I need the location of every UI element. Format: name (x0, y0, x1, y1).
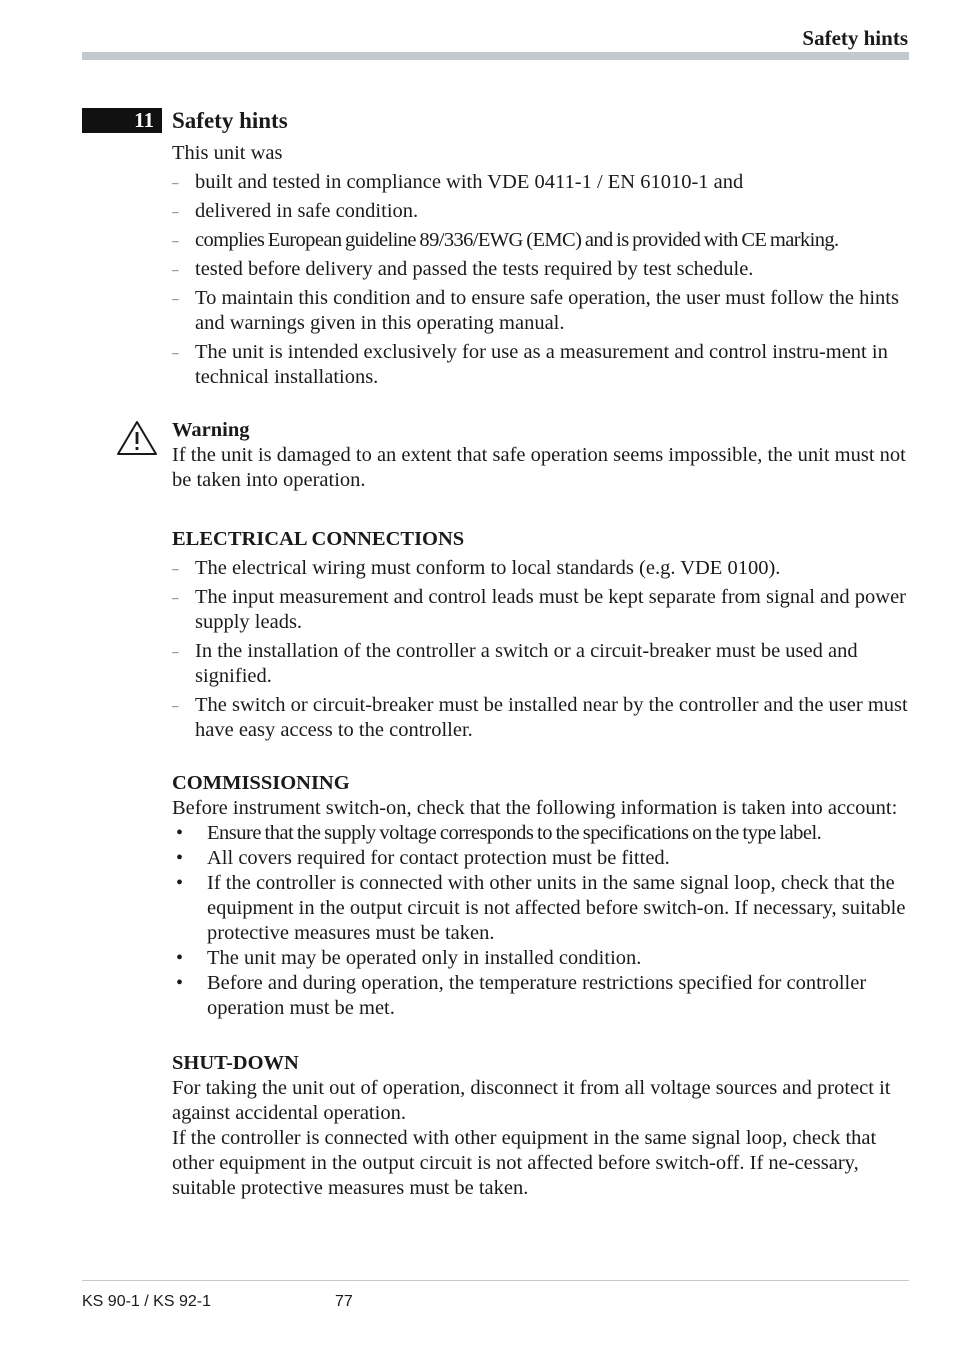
footer-rule (82, 1280, 909, 1281)
list-item: • Ensure that the supply voltage corresponds to the specifications on the type label. (172, 821, 908, 846)
shutdown-section (172, 1051, 908, 1201)
commissioning-lead: Before instrument switch-on, check that the following information is taken into account: (172, 797, 898, 819)
main-content (172, 141, 908, 1201)
chapter-number: 11 (82, 108, 162, 133)
shutdown-paragraph-2: If the controller is connected with other equipment in the same signal loop, check that other equipment in the output circuit is not affected before switch-off. If ne-cessary, suitable protective measures must be taken. (172, 1127, 877, 1199)
warning-title: Warning (172, 419, 250, 441)
commissioning-heading: COMMISSIONING (172, 772, 350, 794)
electrical-heading: ELECTRICAL CONNECTIONS (172, 528, 465, 550)
list-item: – The unit is intended exclusively for use as a measurement and control instru-ment in technical installations. (172, 340, 908, 390)
warning-triangle-icon (116, 420, 158, 456)
intro-lead: This unit was (172, 142, 283, 164)
shutdown-paragraph-1: For taking the unit out of operation, disconnect it from all voltage sources and protect it against accidental operation. (172, 1077, 891, 1124)
warning-section (172, 418, 908, 493)
list-item: – To maintain this condition and to ensure safe operation, the user must follow the hints and warnings given in this operating manual. (172, 286, 908, 336)
electrical-list (172, 556, 908, 743)
shutdown-heading: SHUT-DOWN (172, 1052, 299, 1074)
list-item: – The input measurement and control leads must be kept separate from signal and power supply leads. (172, 585, 908, 635)
intro-section (172, 141, 908, 390)
header-rule (82, 52, 909, 60)
list-item: • The unit may be operated only in installed condition. (172, 946, 908, 971)
list-item: • Before and during operation, the temperature restrictions specified for controller operation must be met. (172, 971, 908, 1021)
list-item: – delivered in safe condition. (172, 199, 908, 224)
list-item: – tested before delivery and passed the tests required by test schedule. (172, 257, 908, 282)
list-item: • If the controller is connected with other units in the same signal loop, check that the equipment in the output circuit is not affected before switch-on. If necessary, suitable protective measures must be taken. (172, 871, 908, 946)
commissioning-section (172, 771, 908, 1021)
page-number: 77 (335, 1293, 353, 1310)
list-item: – In the installation of the controller a switch or a circuit-breaker must be used and signified. (172, 639, 908, 689)
running-header-title: Safety hints (802, 26, 908, 50)
warning-text: If the unit is damaged to an extent that safe operation seems impossible, the unit must not be taken into operation. (172, 444, 906, 491)
commissioning-list (172, 821, 908, 1021)
footer-model: KS 90-1 / KS 92-1 (82, 1293, 211, 1310)
chapter-title: Safety hints (172, 108, 288, 133)
list-item: – The switch or circuit-breaker must be installed near by the controller and the user must have easy access to the controller. (172, 693, 908, 743)
electrical-section (172, 527, 908, 743)
list-item: – The electrical wiring must conform to local standards (e.g. VDE 0100). (172, 556, 908, 581)
list-item: – built and tested in compliance with VDE 0411-1 / EN 61010-1 and (172, 170, 908, 195)
list-item: – complies European guideline 89/336/EWG (EMC) and is provided with CE marking. (172, 228, 908, 253)
intro-list (172, 170, 908, 390)
list-item: • All covers required for contact protection must be fitted. (172, 846, 908, 871)
